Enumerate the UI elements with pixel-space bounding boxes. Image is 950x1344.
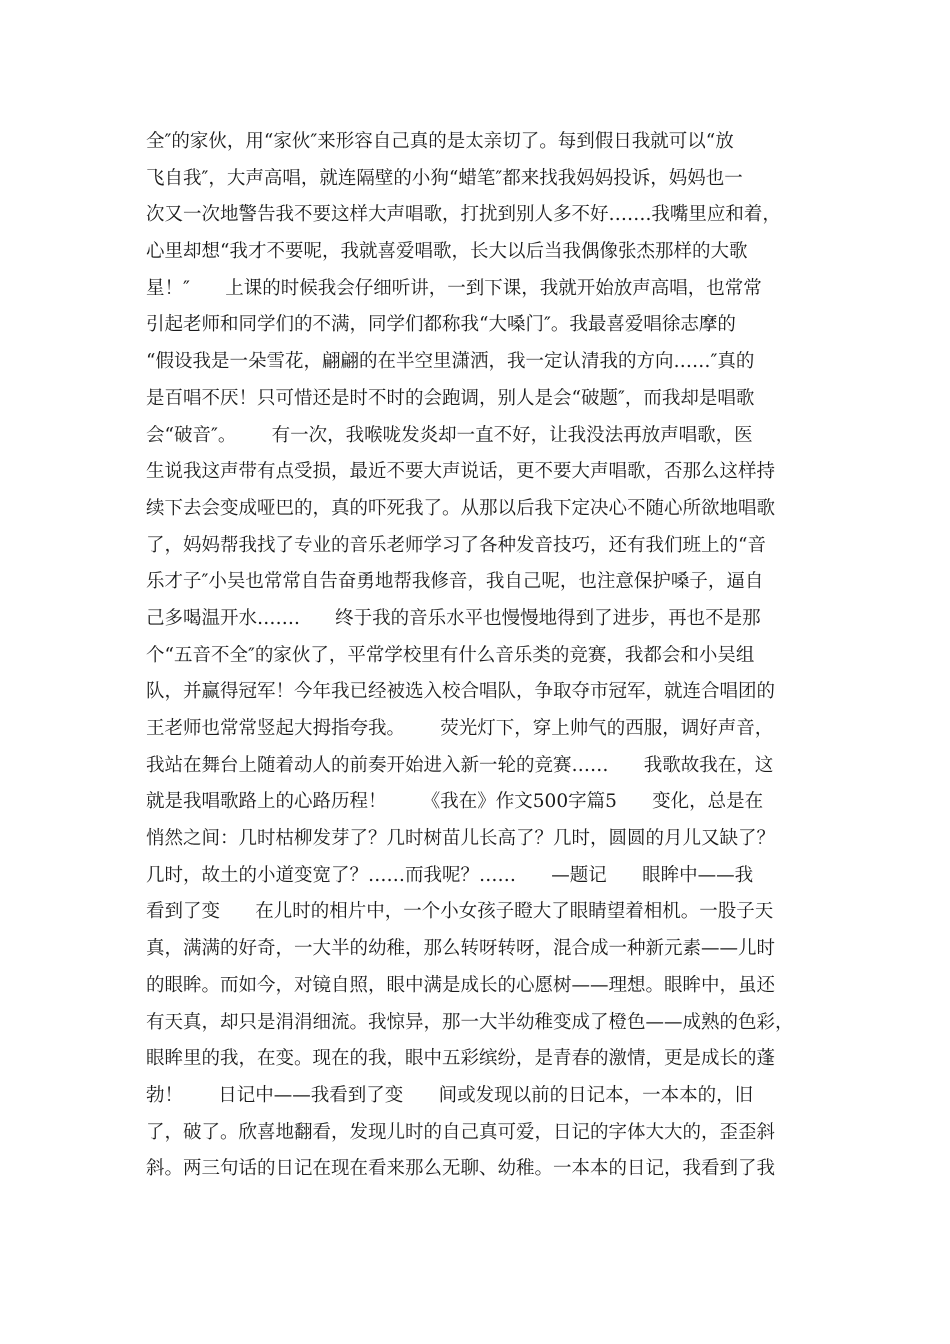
text-line: 悄然之间：几时枯柳发芽了？几时树苗儿长高了？几时，圆圆的月儿又缺了？	[146, 828, 776, 850]
text-line: 己多喝温开水……. 终于我的音乐水平也慢慢地得到了进步，再也不是那	[146, 607, 761, 629]
text-line: 眼眸里的我，在变。现在的我，眼中五彩缤纷，是青春的激情，更是成长的蓬	[146, 1048, 776, 1070]
text-line: 王老师也常常竖起大拇指夸我。 荧光灯下，穿上帅气的西服，调好声音，	[146, 718, 774, 739]
text-line: “假设我是一朵雪花，翩翩的在半空里潇洒，我一定认清我的方向……″真的	[146, 351, 755, 373]
text-line: 引起老师和同学们的不满，同学们都称我“大嗓门″。我最喜爱唱徐志摩的	[146, 314, 736, 336]
text-line: 勃！ 日记中——我看到了变 间或发现以前的日记本，一本本的，旧	[146, 1084, 754, 1106]
text-line: 斜。两三句话的日记在现在看来那么无聊、幼稚。一本本的日记，我看到了我	[146, 1158, 776, 1180]
text-line: 的眼眸。而如今，对镜自照，眼中满是成长的心愿树——理想。眼眸中，虽还	[146, 974, 776, 996]
text-line: 几时，故土的小道变宽了？……而我呢？…… —题记 眼眸中——我	[146, 864, 754, 886]
text-line: 有天真，却只是涓涓细流。我惊异，那一大半幼稚变成了橙色——成熟的色彩，	[146, 1011, 794, 1033]
text-line: 全″的家伙，用“家伙″来形容自己真的是太亲切了。每到假日我就可以“放	[146, 131, 734, 152]
text-line: 看到了变 在儿时的相片中，一个小女孩子瞪大了眼睛望着相机。一股子天	[146, 901, 774, 923]
text-line: 生说我这声带有点受损，最近不要大声说话，更不要大声唱歌，否那么这样持	[146, 461, 776, 483]
text-line: 续下去会变成哑巴的，真的吓死我了。从那以后我下定决心不随心所欲地唱歌	[146, 497, 776, 519]
text-line: 我站在舞台上随着动人的前奏开始进入新一轮的竞赛…… 我歌故我在，这	[146, 754, 774, 776]
text-line: 飞自我″，大声高唱，就连隔壁的小狗“蜡笔″都来找我妈妈投诉，妈妈也一	[146, 167, 743, 189]
text-line: 队，并赢得冠军！今年我已经被选入校合唱队，争取夺市冠军，就连合唱团的	[146, 681, 776, 703]
text-line: 了，破了。欣喜地翻看，发现儿时的自己真可爱，日记的字体大大的，歪歪斜	[146, 1121, 776, 1143]
text-line: 乐才子″小吴也常常自告奋勇地帮我修音，我自己呢，也注意保护嗓子，逼自	[146, 571, 764, 593]
text-line: 就是我唱歌路上的心路历程！ 《我在》作文500字篇5 变化，总是在	[146, 791, 764, 813]
text-line: 会“破音″。 有一次，我喉咙发炎却一直不好，让我没法再放声唱歌，医	[146, 424, 753, 446]
text-line: 心里却想“我才不要呢，我就喜爱唱歌，长大以后当我偶像张杰那样的大歌	[146, 241, 748, 263]
text-line: 个“五音不全″的家伙了，平常学校里有什么音乐类的竞赛，我都会和小吴组	[146, 644, 755, 666]
text-line: 是百唱不厌！只可惜还是时不时的会跑调，别人是会“破题″，而我却是唱歌	[146, 387, 755, 409]
text-line: 真，满满的好奇，一大半的幼稚，那么转呀转呀，混合成一种新元素——儿时	[146, 938, 776, 960]
text-line: 次又一次地警告我不要这样大声唱歌，打扰到别人多不好…….我嘴里应和着，	[146, 204, 781, 226]
text-line: 星！″ 上课的时候我会仔细听讲，一到下课，我就开始放声高唱，也常常	[146, 277, 762, 299]
essay-body	[146, 124, 810, 1188]
text-line: 了，妈妈帮我找了专业的音乐老师学习了各种发音技巧，还有我们班上的“音	[146, 534, 766, 556]
